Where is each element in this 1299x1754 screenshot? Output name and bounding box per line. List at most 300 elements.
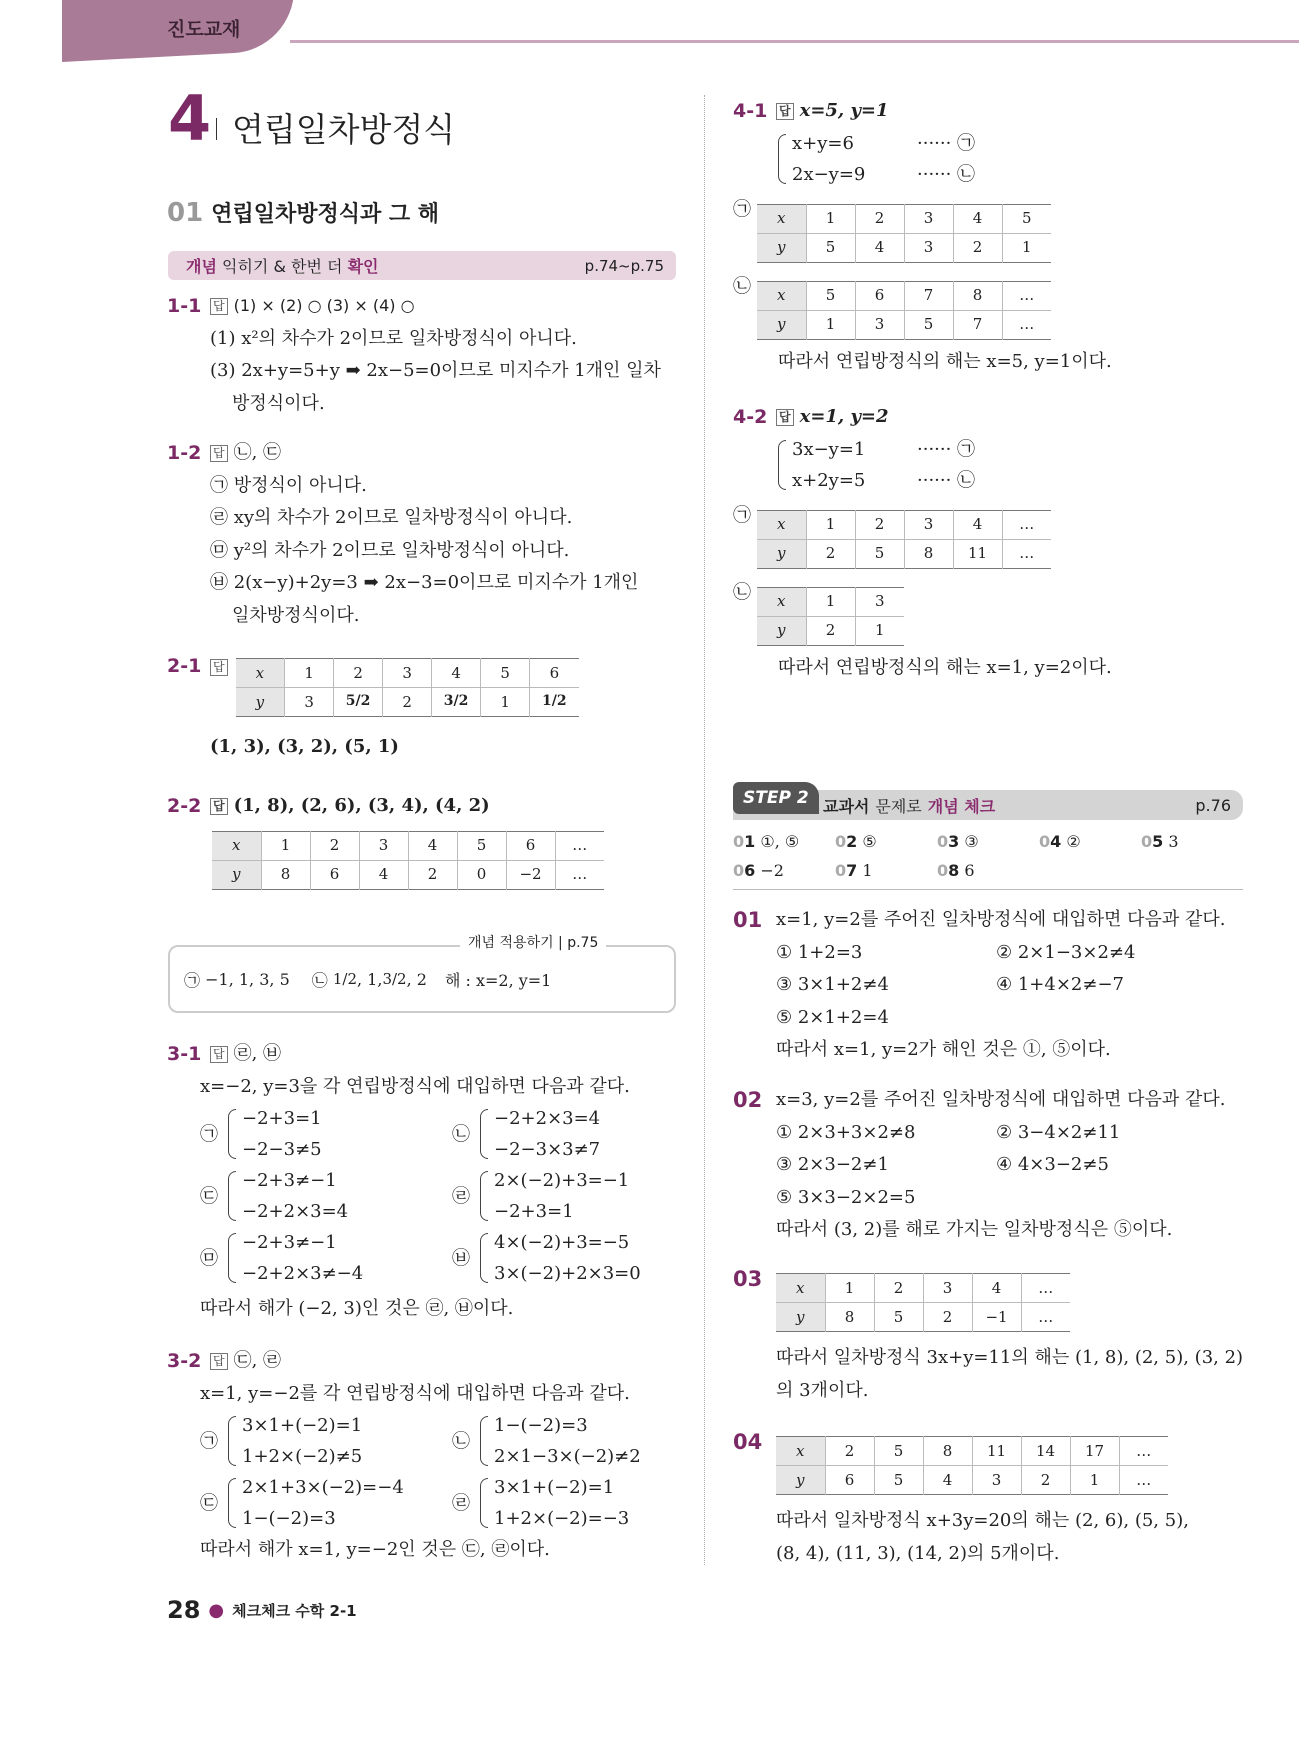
brace-icon xyxy=(480,1171,488,1221)
answer-text: ㉡, ㉢ xyxy=(233,442,282,463)
quick-answer: 03 ③ xyxy=(937,832,979,851)
table-row-header: x xyxy=(757,510,806,539)
table-cell: 8 xyxy=(825,1303,874,1332)
table-cell: 1 xyxy=(806,510,855,539)
check-item: ⑤ 3×3−2×2=5 xyxy=(776,1186,916,1208)
table-cell: 4 xyxy=(923,1466,972,1495)
value-table xyxy=(757,587,904,646)
table-cell: 5 xyxy=(874,1466,923,1495)
solution-line: 일차방정식이다. xyxy=(232,604,360,626)
problem-3-1 xyxy=(167,1038,687,1326)
table-row xyxy=(757,616,904,645)
table-cell: 1 xyxy=(806,587,855,616)
table-row-header: y xyxy=(757,539,806,568)
equation-tag: ······ ㉡ xyxy=(917,163,976,185)
problem-label: 4-1 xyxy=(733,100,768,122)
equation: 2×1−3×(−2)≠2 xyxy=(494,1446,641,1467)
table-cell: 1 xyxy=(285,659,334,688)
concept-bar-word: 확인 xyxy=(347,257,379,276)
table-cell: 4 xyxy=(953,204,1002,233)
conclusion: 따라서 연립방정식의 해는 x=5, y=1이다. xyxy=(778,350,1112,372)
solution-line: 따라서 일차방정식 3x+y=11의 해는 (1, 8), (2, 5), (3, 2) xyxy=(776,1347,1244,1368)
system-grid xyxy=(200,1103,687,1289)
table-cell: 2 xyxy=(855,204,904,233)
solution-line: x=1, y=−2를 각 연립방정식에 대입하면 다음과 같다. xyxy=(200,1382,630,1404)
table-cell: 3 xyxy=(855,587,904,616)
quick-answer: 08 6 xyxy=(937,861,975,880)
table-row xyxy=(212,860,604,889)
circled-label: ㉡ xyxy=(733,275,751,297)
answer-text: x=5, y=1 xyxy=(799,100,889,121)
problem-1-2 xyxy=(167,437,677,632)
solution-line: (3) 2x+y=5+y ➡ 2x−5=0이므로 미지수가 1개인 일차 xyxy=(210,360,661,381)
solution-line: x=3, y=2를 주어진 일차방정식에 대입하면 다음과 같다. xyxy=(776,1089,1226,1110)
brace-icon xyxy=(480,1233,488,1283)
circled-label: ㉣ xyxy=(452,1492,470,1514)
circled-label: ㉠ xyxy=(200,1430,218,1452)
table-cell: 1/2 xyxy=(530,688,579,717)
value-table xyxy=(757,510,1051,569)
table-cell: 3 xyxy=(359,831,408,860)
brace-icon xyxy=(228,1416,236,1466)
table-row-header: x xyxy=(776,1437,825,1466)
check-item: ③ 3×1+2≠4 xyxy=(776,974,889,995)
check-item: ④ 1+4×2≠−7 xyxy=(996,974,1124,995)
equation-system xyxy=(452,1410,702,1472)
equation-system xyxy=(452,1165,702,1227)
apply-value: −1, 1, 3, 5 xyxy=(205,969,290,989)
circled-label: ㉠ xyxy=(200,1123,218,1145)
table-row-header: y xyxy=(236,688,285,717)
footer xyxy=(167,1596,357,1624)
question-label: 02 xyxy=(733,1088,763,1112)
table-row-header: y xyxy=(757,233,806,262)
answer-mark-icon: 답 xyxy=(776,103,794,120)
table-cell: … xyxy=(1021,1303,1070,1332)
answer-mark-icon: 답 xyxy=(210,1046,228,1063)
question-label: 01 xyxy=(733,908,763,932)
circled-label: ㉠ xyxy=(733,504,751,526)
problem-label: 3-1 xyxy=(167,1043,202,1065)
table-cell: … xyxy=(1002,310,1051,339)
equation-system xyxy=(776,128,1243,190)
concept-bar-pages: p.74~p.75 xyxy=(584,256,664,275)
table-row-header: y xyxy=(776,1466,825,1495)
table-row-header: x xyxy=(212,831,261,860)
table-cell: 1 xyxy=(806,310,855,339)
equation-tag: ······ ㉠ xyxy=(917,438,976,460)
table-cell: 4 xyxy=(972,1274,1021,1303)
solution-line: 따라서 일차방정식 x+3y=20의 해는 (2, 6), (5, 5), xyxy=(776,1510,1189,1531)
brace-icon xyxy=(228,1478,236,1528)
problem-3-2 xyxy=(167,1345,687,1567)
value-table xyxy=(776,1273,1070,1332)
chapter-divider xyxy=(216,118,217,140)
table-cell: 1 xyxy=(855,616,904,645)
answer-text: (1, 3), (3, 2), (5, 1) xyxy=(210,736,399,757)
equation: 3×(−2)+2×3=0 xyxy=(494,1263,641,1284)
system-grid xyxy=(200,1410,687,1534)
table-row-header: x xyxy=(757,204,806,233)
value-table xyxy=(757,281,1051,340)
problem-label: 3-2 xyxy=(167,1350,202,1372)
table-cell: … xyxy=(1002,539,1051,568)
answer-mark-icon: 답 xyxy=(210,298,228,315)
apply-box xyxy=(168,945,676,1013)
question-04 xyxy=(733,1426,1253,1570)
section-number: 01 xyxy=(167,198,204,228)
chapter-title: 연립일차방정식 xyxy=(232,110,456,149)
equation: 2×1+3×(−2)=−4 xyxy=(242,1477,404,1498)
table-cell: 4 xyxy=(359,860,408,889)
table-cell: 11 xyxy=(972,1437,1021,1466)
check-item: ① 2×3+3×2≠8 xyxy=(776,1121,916,1143)
problem-4-2 xyxy=(733,401,1243,684)
equation-system xyxy=(452,1227,702,1289)
quick-answer: 02 ⑤ xyxy=(835,832,877,851)
equation-tag: ······ ㉡ xyxy=(917,469,976,491)
table-cell: … xyxy=(1002,510,1051,539)
circled-label: ㉠ xyxy=(184,970,201,990)
table-row xyxy=(776,1466,1168,1495)
conclusion: 따라서 해가 x=1, y=−2인 것은 ㉢, ㉣이다. xyxy=(200,1539,550,1560)
table-row xyxy=(757,204,1051,233)
equation-system xyxy=(200,1227,452,1289)
step2-pages: p.76 xyxy=(1195,795,1231,815)
table-cell: 11 xyxy=(953,539,1002,568)
quick-answer: 01 ①, ⑤ xyxy=(733,832,800,851)
equation-system xyxy=(776,434,1243,496)
apply-solution: 해 : x=2, y=1 xyxy=(444,970,552,990)
value-table xyxy=(776,1436,1168,1495)
table-row xyxy=(236,659,579,688)
table-cell: 2 xyxy=(383,688,432,717)
conclusion: 따라서 해가 (−2, 3)인 것은 ㉣, ㉥이다. xyxy=(200,1298,514,1319)
equation: −2+3≠−1 xyxy=(242,1170,337,1191)
step2-word: 교과서 xyxy=(823,796,870,816)
equation: 1−(−2)=3 xyxy=(494,1415,588,1436)
table-cell: 1 xyxy=(1002,233,1051,262)
chapter-number: 4 xyxy=(168,82,212,155)
brace-icon xyxy=(480,1478,488,1528)
equation: 3x−y=1 xyxy=(792,438,866,460)
table-cell: 3 xyxy=(904,510,953,539)
table-row xyxy=(757,310,1051,339)
question-label: 04 xyxy=(733,1430,763,1454)
book-title: 체크체크 수학 2-1 xyxy=(232,1601,357,1620)
question-02 xyxy=(733,1084,1253,1247)
table-row-header: x xyxy=(757,587,806,616)
bullet-icon: ● xyxy=(208,1599,225,1621)
table-cell: 2 xyxy=(408,860,457,889)
table-row xyxy=(757,510,1051,539)
equation: −2+3=1 xyxy=(494,1201,574,1222)
solution-line: 의 3개이다. xyxy=(776,1379,869,1401)
conclusion: 따라서 (3, 2)를 해로 가지는 일차방정식은 ⑤이다. xyxy=(776,1219,1173,1240)
table-cell: 4 xyxy=(408,831,457,860)
table-cell: 6 xyxy=(310,860,359,889)
step2-word: 개념 체크 xyxy=(927,796,996,816)
table-cell: 8 xyxy=(953,281,1002,310)
table-cell: 8 xyxy=(904,539,953,568)
fraction: 1/2 xyxy=(332,970,357,988)
table-cell: 6 xyxy=(506,831,555,860)
table-row xyxy=(236,688,579,717)
solution-line: 방정식이다. xyxy=(232,392,325,414)
table-row xyxy=(757,281,1051,310)
table-cell: 2 xyxy=(923,1303,972,1332)
page-number: 28 xyxy=(167,1596,201,1624)
table-cell: 3 xyxy=(972,1466,1021,1495)
problem-label: 2-1 xyxy=(167,655,202,677)
table-cell: 7 xyxy=(904,281,953,310)
equation: 2×(−2)+3=−1 xyxy=(494,1170,630,1191)
problem-2-1 xyxy=(167,650,677,764)
table-cell: 2 xyxy=(806,616,855,645)
equation: −2−3×3≠7 xyxy=(494,1139,601,1160)
equation: 1+2×(−2)≠5 xyxy=(242,1446,363,1467)
table-cell: 17 xyxy=(1070,1437,1119,1466)
answer-text: x=1, y=2 xyxy=(799,406,889,427)
table-cell: … xyxy=(1021,1274,1070,1303)
circled-label: ㉢ xyxy=(200,1185,218,1207)
table-cell: 8 xyxy=(261,860,310,889)
equation: −2+2×3=4 xyxy=(494,1108,601,1129)
table-cell: 6 xyxy=(855,281,904,310)
problem-label: 1-2 xyxy=(167,442,202,464)
circled-label: ㉡ xyxy=(311,970,328,990)
table-row-header: y xyxy=(212,860,261,889)
brace-icon xyxy=(778,134,786,184)
table-cell: 5 xyxy=(1002,204,1051,233)
table-row-header: y xyxy=(776,1303,825,1332)
table-cell: 3 xyxy=(923,1274,972,1303)
table-cell: 1 xyxy=(806,204,855,233)
brace-icon xyxy=(228,1233,236,1283)
concept-bar xyxy=(168,251,676,280)
equation: −2−3≠5 xyxy=(242,1139,322,1160)
table-cell: −2 xyxy=(506,860,555,889)
table-cell: 5 xyxy=(481,659,530,688)
table-cell: −1 xyxy=(972,1303,1021,1332)
apply-box-label: 개념 적용하기 | p.75 xyxy=(460,932,606,952)
answer-mark-icon: 답 xyxy=(776,409,794,426)
equation: 2x−y=9 xyxy=(792,163,866,185)
equation: −2+2×3≠−4 xyxy=(242,1263,364,1284)
brace-icon xyxy=(228,1109,236,1159)
table-cell: 5 xyxy=(874,1303,923,1332)
equation-system xyxy=(200,1410,452,1472)
table-cell: 5 xyxy=(806,233,855,262)
table-cell: 1 xyxy=(1070,1466,1119,1495)
circled-label: ㉡ xyxy=(452,1430,470,1452)
equation: −2+2×3=4 xyxy=(242,1201,349,1222)
equation: 4×(−2)+3=−5 xyxy=(494,1232,630,1253)
equation: 3×1+(−2)=1 xyxy=(494,1477,615,1498)
solution-line: ㉣ xy의 차수가 2이므로 일차방정식이 아니다. xyxy=(210,507,573,528)
table-row xyxy=(757,233,1051,262)
divider xyxy=(733,889,1243,890)
table-cell: 2 xyxy=(310,831,359,860)
solution-line: ㉥ 2(x−y)+2y=3 ➡ 2x−3=0이므로 미지수가 1개인 xyxy=(210,572,639,593)
table-cell: 4 xyxy=(855,233,904,262)
table-row xyxy=(776,1274,1070,1303)
check-item: ① 1+2=3 xyxy=(776,941,863,963)
table-cell: 2 xyxy=(334,659,383,688)
equation-system xyxy=(452,1103,702,1165)
circled-label: ㉤ xyxy=(200,1247,218,1269)
table-cell: 4 xyxy=(432,659,481,688)
brace-icon xyxy=(778,440,786,490)
equation-system xyxy=(452,1472,702,1534)
equation-system xyxy=(200,1165,452,1227)
solution-line: ㉤ y²의 차수가 2이므로 일차방정식이 아니다. xyxy=(210,539,570,561)
value-table xyxy=(236,658,579,717)
answer-text: (1, 8), (2, 6), (3, 4), (4, 2) xyxy=(233,795,490,816)
table-cell: 7 xyxy=(953,310,1002,339)
table-cell: 6 xyxy=(530,659,579,688)
equation: 1+2×(−2)=−3 xyxy=(494,1508,630,1529)
circled-label: ㉡ xyxy=(452,1123,470,1145)
equation: −2+3=1 xyxy=(242,1108,322,1129)
table-cell: 0 xyxy=(457,860,506,889)
circled-label: ㉥ xyxy=(452,1247,470,1269)
table-cell: 2 xyxy=(825,1437,874,1466)
table-cell: 5 xyxy=(904,310,953,339)
quick-answers xyxy=(733,827,1243,885)
table-cell: 3 xyxy=(904,233,953,262)
answer-mark-icon: 답 xyxy=(210,1353,228,1370)
circled-label: ㉢ xyxy=(200,1492,218,1514)
table-cell: 8 xyxy=(923,1437,972,1466)
question-01 xyxy=(733,904,1253,1067)
step-badge: STEP 2 xyxy=(733,782,819,814)
table-row-header: x xyxy=(236,659,285,688)
answer-text: (1) × (2) ○ (3) × (4) ○ xyxy=(233,296,415,315)
apply-value: , 1, xyxy=(357,969,383,989)
header-rule xyxy=(290,40,1299,43)
table-row-header: y xyxy=(757,310,806,339)
check-item: ⑤ 2×1+2=4 xyxy=(776,1006,889,1028)
apply-value: , 2 xyxy=(406,969,427,989)
solution-line: (1) x²의 차수가 2이므로 일차방정식이 아니다. xyxy=(210,327,577,349)
concept-bar-word: 익히기 & 한번 더 xyxy=(222,257,343,276)
question-label: 03 xyxy=(733,1267,763,1291)
fraction: 3/2 xyxy=(382,970,407,988)
check-item: ④ 4×3−2≠5 xyxy=(996,1154,1109,1175)
table-cell: 5 xyxy=(874,1437,923,1466)
quick-answer: 05 3 xyxy=(1141,832,1179,851)
table-cell: 3 xyxy=(855,310,904,339)
table-cell: … xyxy=(555,831,604,860)
column-divider xyxy=(704,95,705,1565)
equation: x+2y=5 xyxy=(792,469,866,491)
quick-answer: 07 1 xyxy=(835,861,873,880)
table-cell: 2 xyxy=(806,539,855,568)
brace-icon xyxy=(480,1416,488,1466)
equation-tag: ······ ㉠ xyxy=(917,132,976,154)
table-row-header: y xyxy=(757,616,806,645)
table-cell: 5 xyxy=(806,281,855,310)
answer-mark-icon: 답 xyxy=(210,659,228,676)
table-row-header: x xyxy=(776,1274,825,1303)
table-row xyxy=(212,831,604,860)
equation: −2+3≠−1 xyxy=(242,1232,337,1253)
table-cell: 2 xyxy=(855,510,904,539)
table-cell: 5 xyxy=(855,539,904,568)
check-item: ② 3−4×2≠11 xyxy=(996,1121,1121,1143)
equation-system xyxy=(200,1472,452,1534)
section-heading xyxy=(167,197,439,228)
problem-label: 1-1 xyxy=(167,295,202,317)
solution-line: x=−2, y=3을 각 연립방정식에 대입하면 다음과 같다. xyxy=(200,1075,630,1097)
step2-word: 문제로 xyxy=(875,796,922,816)
table-cell: 1 xyxy=(481,688,530,717)
step2-bar xyxy=(733,790,1243,820)
table-cell: 3 xyxy=(285,688,334,717)
answer-text: ㉢, ㉣ xyxy=(233,1350,282,1371)
table-cell: … xyxy=(1002,281,1051,310)
section-title: 연립일차방정식과 그 해 xyxy=(211,202,440,227)
problem-4-1 xyxy=(733,95,1243,378)
table-cell: 3 xyxy=(383,659,432,688)
equation: x+y=6 xyxy=(792,132,854,154)
table-row xyxy=(776,1437,1168,1466)
check-item: ③ 2×3−2≠1 xyxy=(776,1154,889,1175)
equation-system xyxy=(200,1103,452,1165)
table-cell: 5 xyxy=(457,831,506,860)
table-cell: 2 xyxy=(953,233,1002,262)
table-cell: 2 xyxy=(874,1274,923,1303)
table-cell: 6 xyxy=(825,1466,874,1495)
value-table xyxy=(212,831,604,890)
circled-label: ㉣ xyxy=(452,1185,470,1207)
table-cell: 2 xyxy=(1021,1466,1070,1495)
solution-line: x=1, y=2를 주어진 일차방정식에 대입하면 다음과 같다. xyxy=(776,909,1226,930)
table-cell: 14 xyxy=(1021,1437,1070,1466)
table-cell: 3/2 xyxy=(432,688,481,717)
table-row xyxy=(776,1303,1070,1332)
problem-1-1 xyxy=(167,290,677,420)
problem-2-2 xyxy=(167,790,677,890)
equation: 3×1+(−2)=1 xyxy=(242,1415,363,1436)
brace-icon xyxy=(480,1109,488,1159)
conclusion: 따라서 연립방정식의 해는 x=1, y=2이다. xyxy=(778,656,1112,678)
table-row-header: x xyxy=(757,281,806,310)
answer-mark-icon: 답 xyxy=(210,445,228,462)
answer-mark-icon: 답 xyxy=(210,798,228,815)
quick-answer: 04 ② xyxy=(1039,832,1081,851)
table-cell: 5/2 xyxy=(334,688,383,717)
check-item: ② 2×1−3×2≠4 xyxy=(996,941,1136,963)
circled-label: ㉠ xyxy=(733,198,751,220)
table-cell: 1 xyxy=(261,831,310,860)
question-03 xyxy=(733,1263,1253,1407)
equation: 1−(−2)=3 xyxy=(242,1508,336,1529)
header-tab-label: 진도교재 xyxy=(167,18,241,41)
problem-label: 4-2 xyxy=(733,406,768,428)
table-row xyxy=(757,539,1051,568)
solution-line: ㉠ 방정식이 아니다. xyxy=(210,474,367,496)
brace-icon xyxy=(228,1171,236,1221)
table-cell: … xyxy=(555,860,604,889)
table-cell: 1 xyxy=(825,1274,874,1303)
table-row xyxy=(757,587,904,616)
circled-label: ㉡ xyxy=(733,581,751,603)
concept-bar-word: 개념 xyxy=(186,257,217,276)
quick-answer: 06 −2 xyxy=(733,861,784,880)
table-cell: … xyxy=(1119,1466,1168,1495)
